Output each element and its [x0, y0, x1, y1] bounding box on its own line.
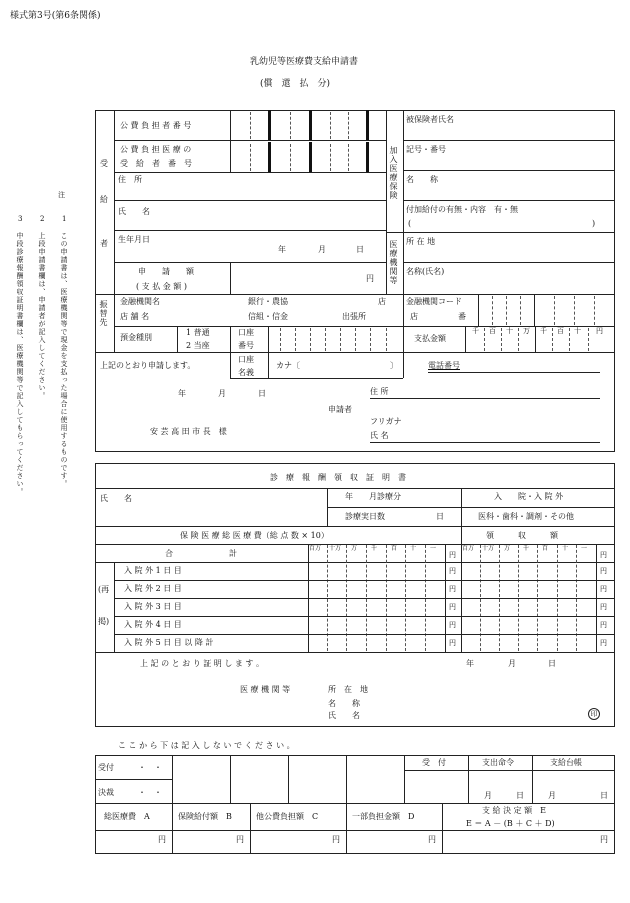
bank-name-label-2: 店 舗 名 — [120, 312, 150, 321]
furigana-label: フリガナ — [370, 417, 402, 426]
note-1-num: 1 — [62, 215, 67, 223]
insurance-benefit-label: 保険給付額 B — [178, 812, 232, 821]
account-name-label-2: 名義 — [238, 368, 254, 377]
row-1-label: 入 院 外 1 日 目 — [124, 566, 182, 575]
bank-types-1: 銀行・農協 — [248, 297, 288, 306]
ledger-month: 月 — [548, 791, 556, 800]
order-header: 支出命令 — [482, 758, 514, 767]
deposit-type-label: 預金種別 — [120, 333, 152, 342]
birth-label: 生年月日 — [118, 235, 150, 244]
inout-label: 入 院・入 院 外 — [494, 492, 564, 501]
recipient-number-label-2: 受 給 者 番 号 — [120, 159, 192, 168]
account-no-label-1: 口座 — [238, 328, 254, 337]
partial-yen: 円 — [428, 835, 436, 844]
apply-day: 日 — [258, 389, 266, 398]
rdigit-2: 十万 — [482, 545, 495, 552]
branch-code-label-1: 店 — [410, 312, 418, 321]
rdigit-7: 一 — [581, 545, 588, 552]
recipient-number-label-1: 公 費 負 担 医 療 の — [120, 145, 192, 154]
facility-side: 医療機関等 — [389, 240, 398, 285]
amount-label-2: ( 支 払 金 額 ) — [136, 282, 187, 291]
other-yen: 円 — [332, 835, 340, 844]
ldigit-4: 千 — [371, 545, 378, 552]
department-label: 医科・歯科・調剤・その他 — [478, 512, 574, 521]
row-3-yen-right: 円 — [600, 603, 607, 611]
facility-location-label: 所 在 地 — [406, 237, 436, 246]
recipient-side-1: 受 — [100, 159, 108, 168]
bank-types-2: 信組・信金 — [248, 312, 288, 321]
account-no-label-2: 番号 — [238, 341, 254, 350]
pay-digit-4: 万 — [523, 327, 530, 335]
ldigit-5: 百 — [391, 545, 398, 552]
row-3-label: 入 院 外 3 日 目 — [124, 602, 182, 611]
kana-label: カナ〔 — [276, 361, 300, 370]
receipt-month-label: 年 月診療分 — [345, 492, 401, 501]
insured-name-label: 被保険者氏名 — [406, 115, 454, 124]
deposit-current: 2 当座 — [186, 341, 210, 350]
receipt-title: 診 療 報 酬 領 収 証 明 書 — [270, 473, 406, 482]
receipt-day-unit: 日 — [436, 512, 444, 521]
row-4-yen-right: 円 — [600, 621, 607, 629]
rdigit-5: 百 — [542, 545, 549, 552]
order-month: 月 — [484, 791, 492, 800]
pay-digit-3: 十 — [506, 327, 513, 335]
applicant-label: 申請者 — [328, 405, 352, 414]
kana-end: 〕 — [390, 361, 398, 370]
phone-label: 電話番号 — [428, 361, 460, 370]
order-day: 日 — [516, 791, 524, 800]
note-3-num: 3 — [18, 215, 23, 223]
symbol-number-label: 記号・番号 — [406, 145, 446, 154]
mayor-label: 安 芸 高 田 市 長 様 — [150, 427, 227, 436]
rdigit-4: 千 — [523, 545, 530, 552]
office-notice: こ こ か ら 下 は 記 入 し な い で く だ さ い 。 — [118, 741, 295, 750]
received-label: 領 収 額 — [486, 531, 558, 540]
ldigit-7: 一 — [430, 545, 437, 552]
ldigit-1: 百万 — [309, 545, 322, 552]
reception-header: 受 付 — [422, 758, 446, 767]
bank-name-label-1: 金融機関名 — [120, 297, 160, 306]
receipt-name-label: 氏 名 — [100, 494, 132, 503]
apply-statement: 上記のとおり申請します。 — [100, 361, 196, 370]
decision-yen: 円 — [600, 835, 608, 844]
row-2-yen-left: 円 — [449, 585, 456, 593]
decided-label: 決裁 — [98, 788, 114, 797]
form-title: 乳幼児等医療費支給申請書 — [250, 57, 359, 67]
recipient-side-3: 者 — [100, 239, 108, 248]
pay-digit-6: 百 — [557, 327, 564, 335]
total-yen-left: 円 — [449, 551, 456, 559]
facility-name: 名 称 — [328, 699, 360, 708]
pay-digit-8: 円 — [596, 327, 603, 335]
decided-dots: ・ ・ — [138, 788, 162, 797]
extra-paren-right: ) — [592, 219, 596, 228]
facility-name-label: 名称(氏名) — [406, 267, 445, 276]
branch-2: 出張所 — [342, 312, 366, 321]
insurance-side: 加入医療保険 — [389, 146, 398, 200]
burden-number-label: 公 費 負 担 者 番 号 — [120, 121, 192, 130]
note-3: 中段診療報酬領収証明書欄は、医療機関等で記入してもらってください。 — [16, 232, 24, 496]
row-2-label: 入 院 外 2 日 目 — [124, 584, 182, 593]
branch-1: 店 — [378, 297, 386, 306]
row-5-yen-left: 円 — [449, 639, 456, 647]
facility-location: 所 在 地 — [328, 685, 368, 694]
partial-burden-label: 一部負担金額 D — [352, 812, 415, 821]
received-dots: ・ ・ — [138, 763, 162, 772]
birth-day: 日 — [356, 245, 364, 254]
pay-digit-1: 千 — [472, 327, 479, 335]
received-label: 受付 — [98, 763, 114, 772]
address-label: 住 所 — [118, 175, 142, 184]
name-label: 氏 名 — [118, 207, 150, 216]
ldigit-3: 万 — [351, 545, 358, 552]
rdigit-1: 百万 — [462, 545, 475, 552]
notes-label: 注 — [58, 191, 65, 199]
row-1-yen-left: 円 — [449, 567, 456, 575]
amount-label-1: 申 請 額 — [138, 267, 194, 276]
total-medical-cost-label: 総医療費 A — [104, 812, 150, 821]
extra-benefit-label: 付加給付の有無・内容 有・無 — [406, 205, 518, 214]
certify-month: 月 — [508, 659, 516, 668]
pay-digit-7: 十 — [574, 327, 581, 335]
recipient-side-2: 給 — [100, 195, 108, 204]
facility-person: 氏 名 — [328, 711, 360, 720]
insurance-name-label: 名 称 — [406, 175, 438, 184]
insurance-yen: 円 — [236, 835, 244, 844]
pay-digit-2: 百 — [489, 327, 496, 335]
decision-formula: E ＝ A － (B ＋ C ＋ D) — [466, 819, 555, 828]
total-cost-label: 保 険 医 療 総 医 療 費（総 点 数 × 10） — [180, 531, 329, 540]
applicant-address-label: 住 所 — [370, 387, 389, 396]
bank-side: 振替先 — [99, 300, 108, 327]
total-yen: 円 — [158, 835, 166, 844]
certify-day: 日 — [548, 659, 556, 668]
note-2-num: 2 — [40, 215, 45, 223]
rdigit-3: 万 — [504, 545, 511, 552]
birth-year: 年 — [278, 245, 286, 254]
decision-label: 支 給 決 定 額 E — [482, 806, 547, 815]
applicant-name-label: 氏 名 — [370, 431, 389, 440]
row-4-label: 入 院 外 4 日 目 — [124, 620, 182, 629]
pay-amount-label: 支払金額 — [414, 334, 446, 343]
ldigit-2: 十万 — [329, 545, 342, 552]
extra-paren-left: ( — [408, 219, 412, 228]
row-4-yen-left: 円 — [449, 621, 456, 629]
relisted-label-1: (再 — [98, 585, 110, 594]
facility-label: 医 療 機 関 等 — [240, 685, 291, 694]
apply-year: 年 — [178, 389, 186, 398]
total-label: 合 計 — [165, 549, 237, 558]
form-number: 様式第3号(第6条関係) — [10, 11, 101, 21]
row-5-yen-right: 円 — [600, 639, 607, 647]
receipt-days-label: 診療実日数 — [345, 512, 385, 521]
row-2-yen-right: 円 — [600, 585, 607, 593]
ldigit-6: 十 — [410, 545, 417, 552]
relisted-label-2: 掲) — [98, 617, 110, 626]
row-3-yen-left: 円 — [449, 603, 456, 611]
note-1: この申請書は、医療機関等で現金を支払った場合に使用するものです。 — [60, 232, 68, 488]
bank-code-label: 金融機関コード — [406, 297, 462, 306]
row-1-yen-right: 円 — [600, 567, 607, 575]
row-5-label: 入 院 外 5 日 目 以 降 計 — [124, 638, 214, 647]
note-2: 上段申請書欄は、申請者が記入してください。 — [38, 232, 46, 400]
ledger-header: 支給台帳 — [550, 758, 582, 767]
other-public-label: 他公費負担額 C — [256, 812, 319, 821]
pay-digit-5: 千 — [540, 327, 547, 335]
apply-month: 月 — [218, 389, 226, 398]
form-subtitle: (償 還 払 分) — [260, 79, 331, 89]
rdigit-6: 十 — [562, 545, 569, 552]
seal-mark: 印 — [588, 708, 600, 720]
ledger-day: 日 — [600, 791, 608, 800]
branch-code-label-2: 番 — [458, 312, 466, 321]
deposit-ordinary: 1 普通 — [186, 328, 210, 337]
certify-year: 年 — [466, 659, 474, 668]
certify-statement: 上 記 の と お り 証 明 し ま す 。 — [140, 659, 264, 668]
account-name-label-1: 口座 — [238, 355, 254, 364]
amount-yen: 円 — [366, 274, 374, 283]
total-yen-right: 円 — [600, 551, 607, 559]
birth-month: 月 — [318, 245, 326, 254]
